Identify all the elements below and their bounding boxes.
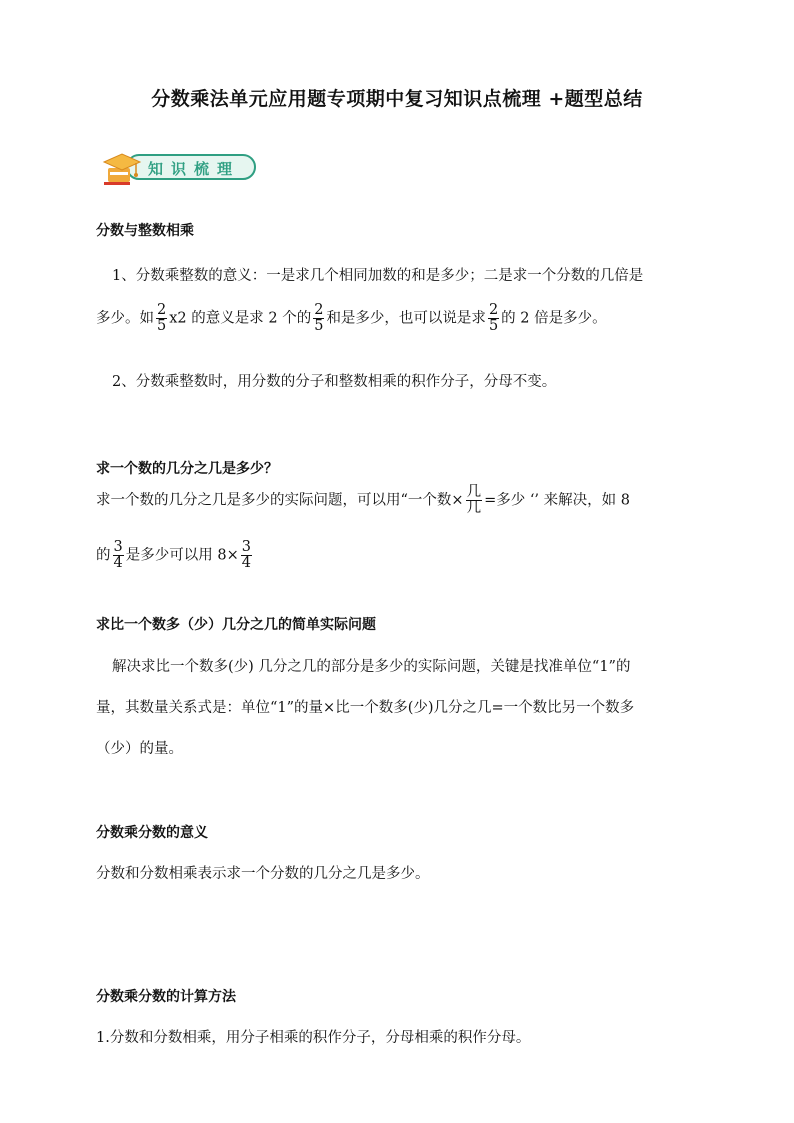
fraction-numerator: 3 — [241, 539, 251, 555]
section-heading-fraction-times-fraction: 分数乘分数的意义 — [96, 825, 208, 841]
text-fragment: 的 2 倍是多少。 — [501, 310, 607, 327]
paragraph-line: （少）的量。 — [96, 741, 183, 757]
fraction — [113, 540, 124, 571]
badge-label: 知识梳理 — [148, 160, 241, 178]
section-heading-calculation-method: 分数乘分数的计算方法 — [96, 989, 236, 1005]
text-fragment: 的 — [96, 547, 111, 564]
graduation-cap-icon — [100, 148, 144, 188]
fraction — [313, 303, 324, 334]
fraction — [156, 303, 167, 334]
fraction-denominator: 5 — [314, 318, 324, 335]
fraction-denominator: 4 — [113, 555, 123, 572]
fraction-numerator: 几 — [466, 484, 482, 500]
section-heading-integer: 分数与整数相乘 — [96, 223, 194, 239]
fraction-numerator: 2 — [488, 302, 499, 318]
paragraph-line: 1.分数和分数相乘，用分子相乘的积作分子，分母相乘的积作分母。 — [96, 1030, 531, 1046]
paragraph-line: 分数和分数相乘表示求一个分数的几分之几是多少。 — [96, 866, 430, 882]
text-fragment: 多少。如 — [96, 310, 154, 327]
section-heading-fraction-of-number: 求一个数的几分之几是多少？ — [96, 461, 278, 477]
fraction-denominator: 5 — [488, 318, 499, 335]
text-fragment: =多少 ‘’ 来解决，如 8 — [484, 492, 630, 509]
paragraph-line: 1、分数乘整数的意义：一是求几个相同加数的和是多少；二是求一个分数的几倍是 — [112, 268, 644, 284]
fraction-denominator: 几 — [466, 500, 482, 517]
text-fragment: 求一个数的几分之几是多少的实际问题，可以用“一个数× — [96, 492, 464, 509]
text-fragment: x2 的意义是求 2 个的 — [169, 310, 312, 327]
paragraph-line: 解决求比一个数多(少) 几分之几的部分是多少的实际问题，关键是找准单位“1”的 — [112, 659, 631, 675]
fraction-numerator: 3 — [113, 539, 123, 555]
fraction-numerator: 2 — [314, 302, 324, 318]
section-heading-more-less: 求比一个数多（少）几分之几的简单实际问题 — [96, 617, 376, 633]
paragraph-line: 量，其数量关系式是：单位“1”的量×比一个数多(少)几分之几=一个数比另一个数多 — [96, 700, 635, 716]
fraction-denominator: 4 — [241, 555, 251, 572]
fraction-numerator: 2 — [157, 302, 167, 318]
paragraph-line: 2、分数乘整数时，用分数的分子和整数相乘的积作分子，分母不变。 — [112, 374, 557, 390]
knowledge-badge — [100, 148, 260, 188]
paragraph-line-with-fractions — [96, 540, 254, 571]
paragraph-line-with-fractions — [96, 485, 630, 516]
fraction — [466, 485, 483, 516]
fraction — [241, 540, 252, 571]
fraction — [488, 303, 499, 334]
paragraph-line-with-fractions — [96, 303, 607, 334]
text-fragment: 是多少可以用 8× — [125, 547, 239, 564]
fraction-denominator: 5 — [157, 318, 167, 335]
text-fragment: 和是多少，也可以说是求 — [326, 310, 486, 327]
page-title: 分数乘法单元应用题专项期中复习知识点梳理 +题型总结 — [151, 88, 643, 110]
